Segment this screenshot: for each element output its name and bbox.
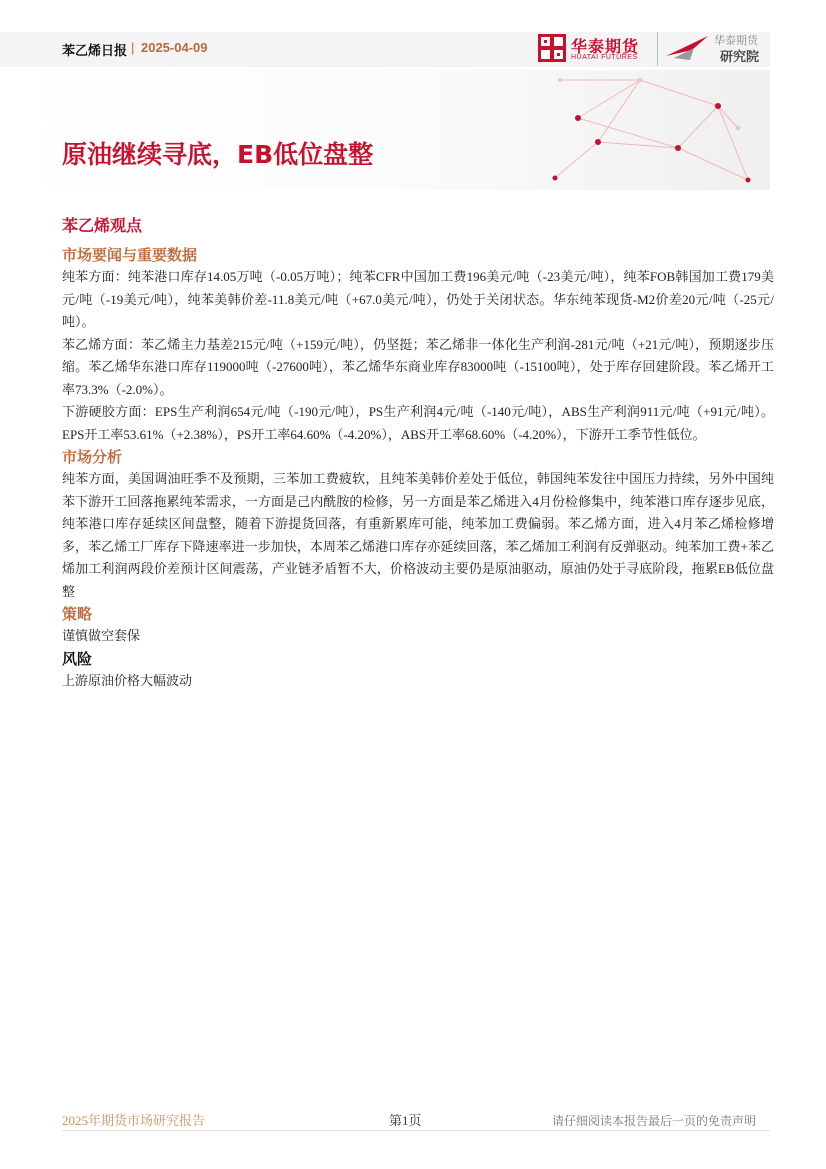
risk-heading: 风险 [62, 649, 93, 668]
logo-en-text: HUATAI FUTURES [571, 54, 638, 61]
header-separator: | [131, 40, 135, 55]
logo-divider [657, 32, 658, 66]
section-title: 苯乙烯观点 [62, 216, 143, 235]
footer-disclaimer-note: 请仔细阅读本报告最后一页的免责声明 [552, 1114, 757, 1128]
news-benzene-paragraph: 纯苯方面：纯苯港口库存14.05万吨（-0.05万吨）；纯苯CFR中国加工费196美元/吨（-23美元/吨），纯苯FOB韩国加工费179美元/吨（-19美元/吨），纯苯美韩价差-11.8美元/吨（+67.0美元/吨），仍处于关闭状态。华东纯苯现货-M2价差20元/吨（-25元/吨）。 [62, 269, 774, 329]
huatai-logo [538, 32, 658, 66]
analysis-heading: 市场分析 [62, 448, 123, 466]
institute-line2: 研究院 [720, 50, 760, 65]
page-number: 第1页 [389, 1113, 422, 1128]
strategy-text: 谨慎做空套保 [62, 628, 141, 643]
huatai-logo-icon [538, 34, 566, 62]
report-date: 2025-04-09 [141, 40, 208, 55]
network-decoration-icon [470, 70, 770, 190]
logo-cn-text: 华泰期货 [571, 37, 640, 56]
main-content [62, 214, 774, 692]
risk-text: 上游原油价格大幅波动 [62, 672, 193, 688]
institute-line1: 华泰期货 [714, 34, 758, 47]
analysis-paragraph: 纯苯方面，美国调油旺季不及预期，三苯加工费疲软，且纯苯美韩价差处于低位，韩国纯苯发往中国压力持续，另外中国纯苯下游开工回落拖累纯苯需求，一方面是己内酰胺的检修，另一方面是苯乙烯进入4月份检修集中，纯苯港口库存逐步见底，纯苯港口库存延续区间盘整，随着下游提货回落，有重新累库可能，纯苯加工费偏弱。苯乙烯方面，进入4月苯乙烯检修增多，苯乙烯工厂库存下降速率进一步加快，本周苯乙烯港口库存亦延续回落，苯乙烯加工利润有反弹驱动。纯苯加工费+苯乙烯加工利润两段价差预计区间震荡，产业链矛盾暂不大，价格波动主要仍是原油驱动，原油仍处于寻底阶段，拖累EB低位盘整 [62, 471, 774, 599]
page-title: 原油继续寻底，EB低位盘整 [62, 140, 374, 169]
news-styrene-paragraph: 苯乙烯方面：苯乙烯主力基差215元/吨（+159元/吨），仍坚挺；苯乙烯非一体化生产利润-281元/吨（+21元/吨），预期逐步压缩。苯乙烯华东港口库存119000吨（-27600吨），苯乙烯华东商业库存83000吨（-15100吨），处于库存回建阶段。苯乙烯开工率73.3%（-2.0%）。 [62, 336, 774, 397]
footer-divider [62, 1130, 770, 1131]
strategy-heading: 策略 [62, 605, 93, 623]
news-heading: 市场要闻与重要数据 [62, 246, 198, 264]
footer-report-label: 2025年期货市场研究报告 [62, 1113, 206, 1128]
news-downstream-paragraph: 下游硬胶方面：EPS生产利润654元/吨（-190元/吨），PS生产利润4元/吨（-140元/吨），ABS生产利润911元/吨（+91元/吨）。EPS开工率53.61%（+2.38%），PS开工率64.60%（-4.20%），ABS开工率68.60%（-4.20%），下游开工季节性低位。 [62, 404, 774, 442]
research-institute-logo-icon [664, 30, 714, 64]
report-name: 苯乙烯日报 [62, 43, 128, 58]
research-institute-logo [664, 30, 774, 66]
